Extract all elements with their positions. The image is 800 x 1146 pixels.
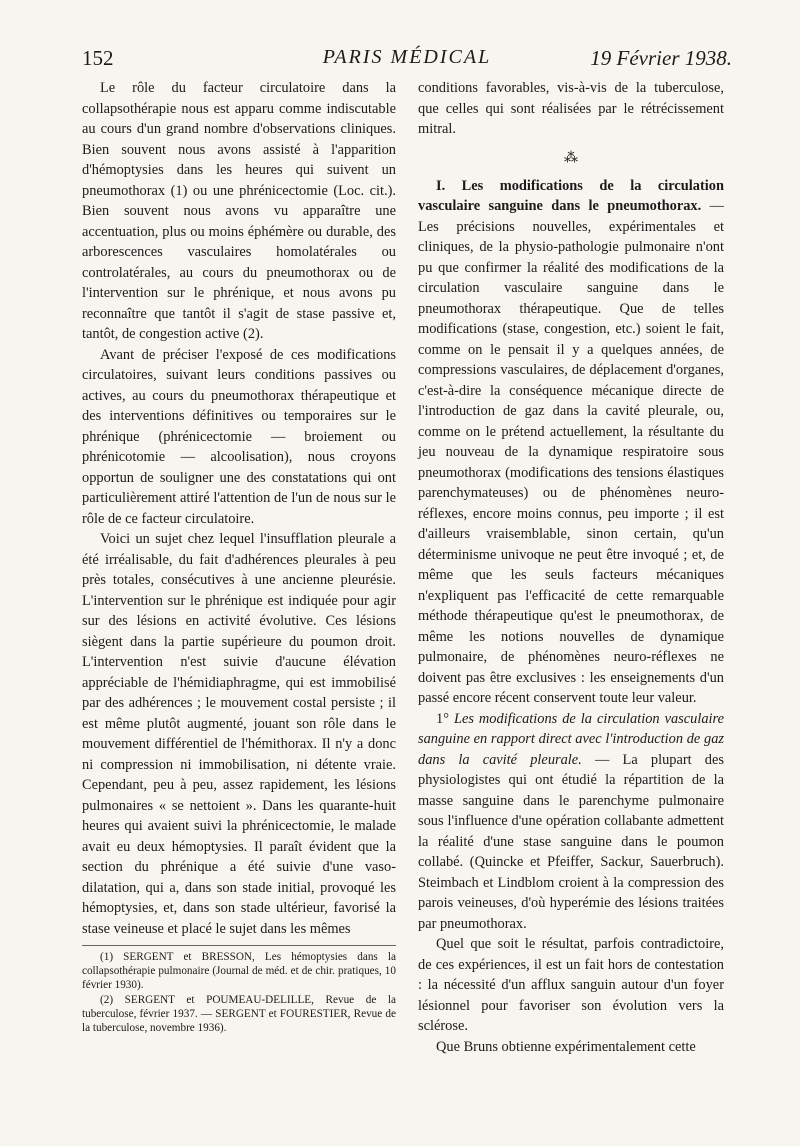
footnote-rule xyxy=(82,945,396,946)
footnote: (1) SERGENT et BRESSON, Les hémoptysies dans la collapsothérapie pulmonaire (Journal de méd. et de chir. pratiques, 10 février 1930). xyxy=(82,951,396,992)
paragraph: Le rôle du facteur circulatoire dans la collapsothérapie nous est apparu comme indiscutable au cours d'un grand nombre d'observations cliniques. Bien souvent nous avons assisté à l'apparition d'hémoptysies dans les heures qui suivent un pneumothorax (1) ou une phrénicectomie (Loc. cit.). Bien souvent nous avons vu apparaître une accentuation, plus ou moins éphémère ou durable, des arborescences vasculaires homolatérales ou controlatérales, au cours du pneumothorax ou de l'intervention sur le phrénique, et nous avons pu reconnaître que tantôt il s'agit de stase passive et, tantôt, de congestion active (2). xyxy=(82,80,396,342)
left-column xyxy=(82,78,396,1035)
subsection-paragraph xyxy=(418,709,724,935)
subsection-title: Les modifications de la circulation vasculaire sanguine en rapport direct avec l'introduction de gaz dans la cavité pleurale. xyxy=(418,710,724,768)
footnote: (2) SERGENT et POUMEAU-DELILLE, Revue de la tuberculose, février 1937. — SERGENT et FOURESTIER, Revue de la tuberculose, novembre 1936). xyxy=(82,993,396,1035)
section-heading: I. Les modifications de la circulation vasculaire sanguine dans le pneumothorax. xyxy=(418,177,724,214)
paragraph-text: — Les précisions nouvelles, expérimentales et cliniques, de la physio-pathologie pulmonaire n'ont pu que confirmer la réalité des modifications de la circulation vasculaire sanguine dans le pneumothorax thérapeutique. Que de telles modifications (stase, congestion, etc.) soient le fait, comme on le pensait il y a quelques années, de compressions vasculaires, de déplacement d'organes, c'est-à-dire la conséquence mécanique directe de l'introduction de gaz dans la cavité pleurale, ou, comme on le prétend actuellement, la résultante du jeu nouveau de la dynamique respiratoire sous pneumothorax (modifications des tensions élastiques parenchymateuses) ou de phénomènes neuro-réflexes, encore moins connus, peu importe ; il est d'ailleurs vraisemblable, sinon certain, qu'un déterminisme univoque ne peut être invoqué ; et, de même que les seuls facteurs mécaniques n'expliquent pas l'efficacité de cette remarquable méthode thérapeutique qu'est le pneumothorax, de même les notions nouvelles de dynamique pulmonaire, de phénomènes neuro-réflexes ne doivent pas être exclusives : les enseignements d'un passé encore récent conservent toute leur valeur. xyxy=(418,198,724,706)
running-header xyxy=(82,46,732,76)
paragraph: Avant de préciser l'exposé de ces modifications circulatoires, suivant leurs conditions passives ou actives, au cours du pneumothorax thérapeutique et des interventions définitives ou temporaires sur le phrénique (phrénicectomie — broiement ou phrénicotomie — alcoolisation), nous croyons opportun de souligner une des constatations qui ont particulièrement attiré l'attention de l'un de nous sur le rôle de ce facteur circulatoire. xyxy=(82,346,396,527)
issue-date: 19 Février 1938. xyxy=(590,46,732,70)
section-paragraph xyxy=(418,176,724,709)
subsection-label: 1° xyxy=(436,710,449,727)
paragraph: Voici un sujet chez lequel l'insufflation pleurale a été irréalisable, du fait d'adhérences pleurales à peu près totales, consécutives à une ancienne pleurésie. L'intervention sur le phrénique est indiquée pour agir sur des lésions en activité évolutive. Ces lésions siègent dans la partie supérieure du poumon droit. L'intervention n'est suivie d'aucune élévation appréciable de l'hémidiaphragme, qui est immobilisé par des adhérences ; le mouvement costal persiste ; il est même plutôt augmenté, jouant son rôle dans le mouvement différentiel de l'hémithorax. Il n'y a donc ni compression ni immobilisation, ni détente vraie. Cependant, peu à peu, assez rapidement, les lésions pulmonaires « se nettoient ». Dans les quarante-huit heures qui avaient suivi la phrénicectomie, le malade avait eu deux hémoptysies. Il paraît évident que la section du phrénique a été suivie d'une vaso-dilatation, qui a, dans son stade initial, provoqué les hémoptysies, et, dans son stade ultérieur, favorisé la stase veineuse et placé le sujet dans les mêmes xyxy=(82,531,396,937)
paragraph: Que Bruns obtienne expérimentalement cette xyxy=(436,1038,696,1055)
paragraph-text: — La plupart des physiologistes qui ont étudié la répartition de la masse sanguine dans le parenchyme pulmonaire sous l'influence d'une opération collabante admettent la réalité d'une stase sanguine dans le poumon collabé. (Quincke et Pfeiffer, Sackur, Sauerbruch). Steimbach et Lindblom croient à la compression des parois veineuses, d'où hyperémie des lésions traitées par pneumothorax. xyxy=(418,751,724,932)
paragraph: conditions favorables, vis-à-vis de la tuberculose, que celles qui sont réalisées par le rétrécissement mitral. xyxy=(418,80,724,137)
paragraph: Quel que soit le résultat, parfois contradictoire, de ces expériences, il est un fait hors de contestation : la nécessité d'un afflux sanguin autour d'un foyer lésionnel pour favoriser son évolution vers la sclérose. xyxy=(418,936,724,1034)
journal-title: PARIS MÉDICAL xyxy=(322,46,492,68)
right-column xyxy=(418,78,724,1057)
page-number: 152 xyxy=(82,46,114,70)
section-divider-asterisks: ⁂ xyxy=(564,150,578,166)
